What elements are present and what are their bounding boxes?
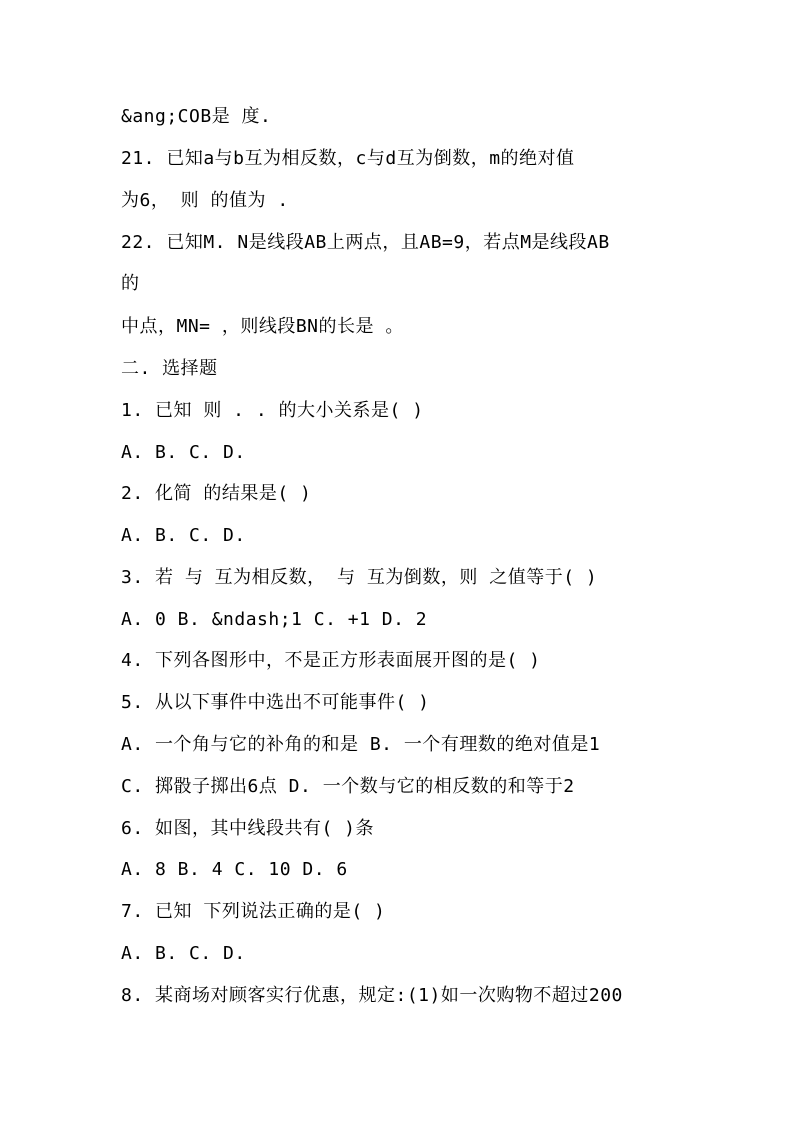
choice-question-6-options: A. 8 B. 4 C. 10 D. 6 <box>121 859 348 880</box>
section-heading-choice: 二. 选择题 <box>121 358 218 379</box>
choice-question-2-options: A. B. C. D. <box>121 525 246 546</box>
choice-question-5-options-cd: C. 掷骰子掷出6点 D. 一个数与它的相反数的和等于2 <box>121 776 575 797</box>
choice-question-3: 3. 若 与 互为相反数， 与 互为倒数，则 之值等于( ) <box>121 567 598 588</box>
choice-question-3-options: A. 0 B. &ndash;1 C. +1 D. 2 <box>121 609 428 630</box>
choice-question-6: 6. 如图，其中线段共有( )条 <box>121 818 375 839</box>
choice-question-8: 8. 某商场对顾客实行优惠，规定:(1)如一次购物不超过200 <box>121 985 623 1006</box>
question-22-line-1: 22. 已知M. N是线段AB上两点，且AB=9，若点M是线段AB <box>121 232 610 253</box>
question-21-line-1: 21. 已知a与b互为相反数，c与d互为倒数，m的绝对值 <box>121 148 575 169</box>
choice-question-4: 4. 下列各图形中，不是正方形表面展开图的是( ) <box>121 650 541 671</box>
choice-question-7-options: A. B. C. D. <box>121 943 246 964</box>
question-21-line-2: 为6， 则 的值为 . <box>121 190 289 211</box>
question-22-line-3: 中点，MN= ，则线段BN的长是 。 <box>121 316 404 337</box>
choice-question-1: 1. 已知 则 . . 的大小关系是( ) <box>121 400 424 421</box>
text-line-cob-degree: &ang;COB是 度. <box>121 106 272 127</box>
choice-question-7: 7. 已知 下列说法正确的是( ) <box>121 901 386 922</box>
choice-question-5: 5. 从以下事件中选出不可能事件( ) <box>121 692 430 713</box>
choice-question-5-options-ab: A. 一个角与它的补角的和是 B. 一个有理数的绝对值是1 <box>121 734 601 755</box>
choice-question-1-options: A. B. C. D. <box>121 442 246 463</box>
question-22-line-2: 的 <box>121 273 140 294</box>
choice-question-2: 2. 化简 的结果是( ) <box>121 483 312 504</box>
